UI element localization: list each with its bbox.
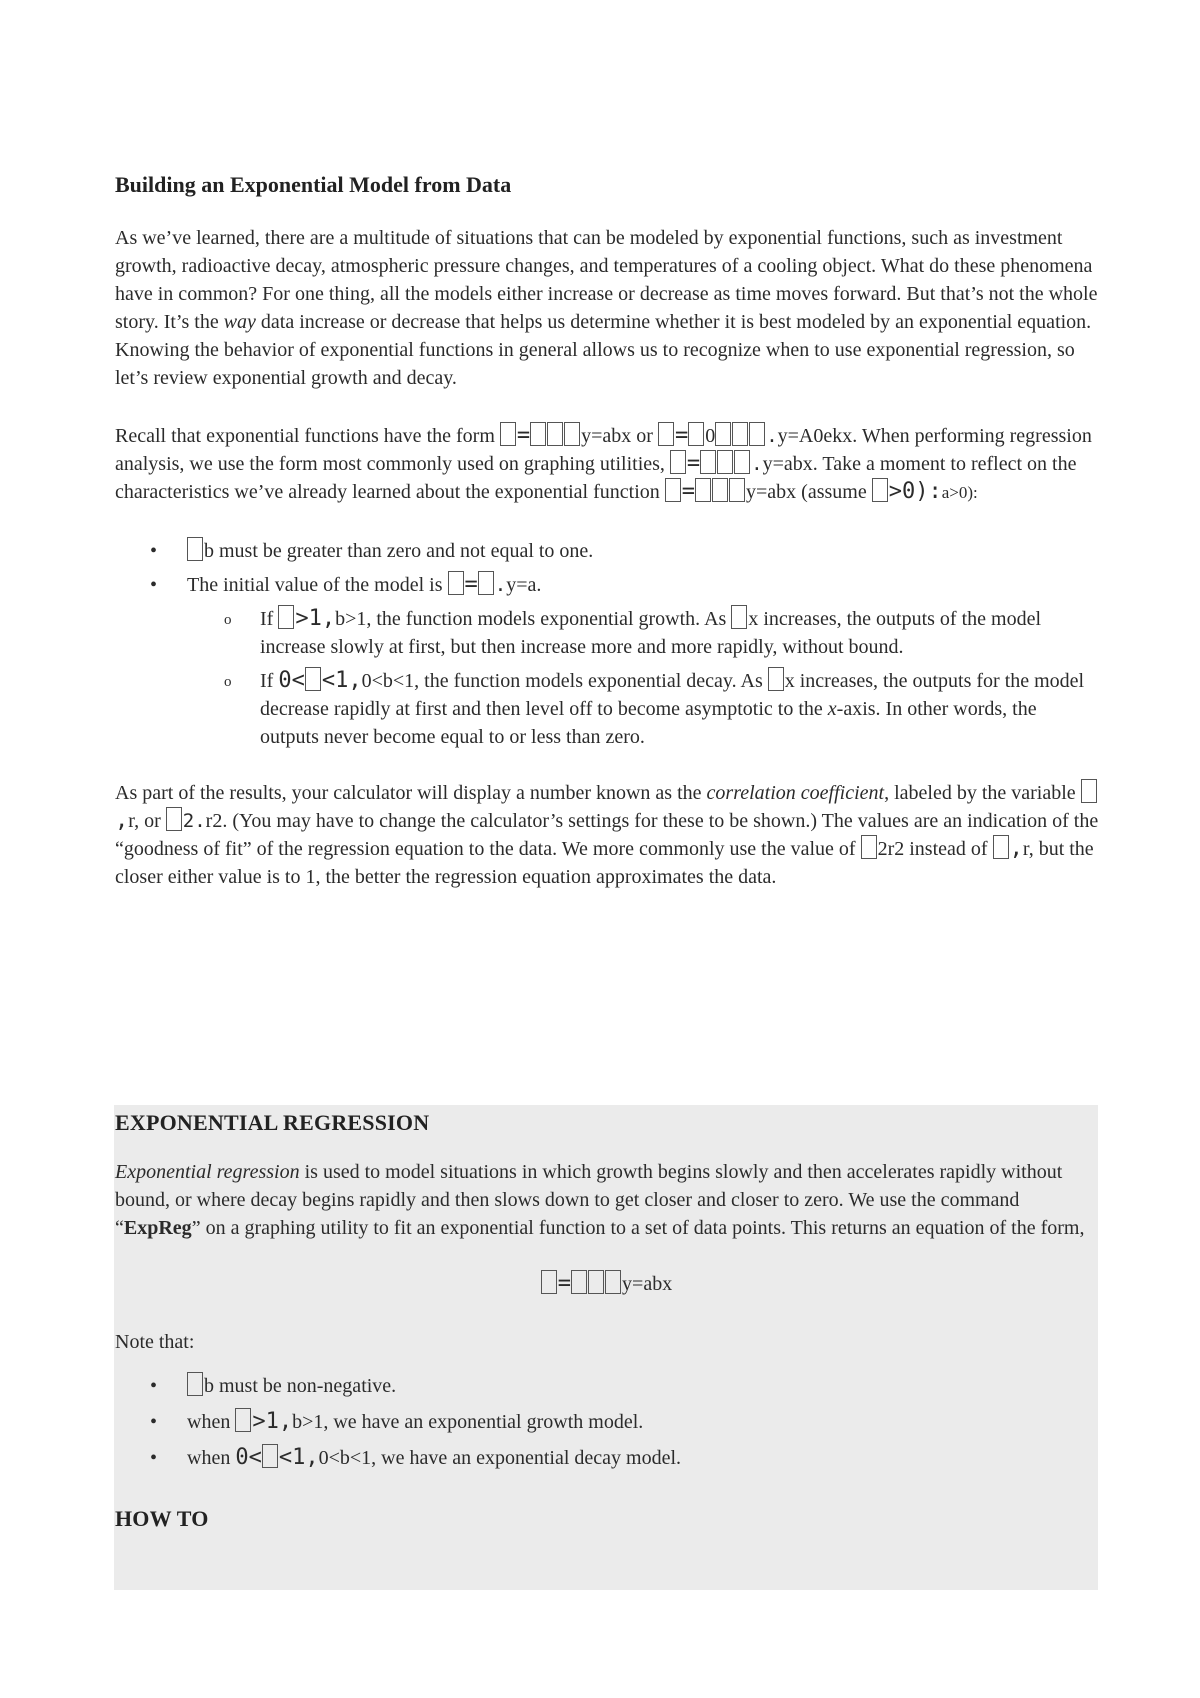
properties-list [115,537,1100,751]
list-item: • b must be greater than zero and not equal to one. [187,537,1100,565]
list-item: o If >1,b>1, the function models exponential growth. As x increases, the outputs of the model increase slowly at first, but then increase more and more rapidly, without bound. [260,605,1100,661]
howto-heading: HOW TO [115,1506,209,1531]
page-title: Building an Exponential Model from Data [115,172,512,197]
regression-formula: = y=abx [115,1268,1098,1300]
missing-glyph [500,422,516,446]
list-item: • when >1,b>1, we have an exponential growth model. [187,1408,1098,1436]
list-item: • when 0< <1,0<b<1, we have an exponential decay model. [187,1444,1098,1472]
recall-paragraph: Recall that exponential functions have the form = y=abx or = 0 .y=A0ekx. When performing regression analysis, we use the form most commonly used on graphing utilities, = .y=abx. Take a moment to reflect on the characteristics we’ve already learned about the exponential function = y=abx (assume >0):a>0): [115,423,1092,504]
list-item: • b must be non-negative. [187,1372,1098,1400]
intro-paragraph: As we’ve learned, there are a multitude of situations that can be modeled by exponential functions, such as investment growth, radioactive decay, atmospheric pressure changes, and temperatures of a cooling object. What do these phenomena have in common? For one thing, all the models either increase or decrease as time moves forward. But that’s not the whole story. It’s the way data increase or decrease that helps us determine whether it is best modeled by an exponential equation. Knowing the behavior of exponential functions in general allows us to recognize when to use exponential regression, so let’s review exponential growth and decay. [115,227,1098,389]
list-item: • The initial value of the model is = .y=a. o If >1,b>1, the function models exponential growth. As x increases, the outputs of the model increase slowly at first, but then increase more and more rapidly, without bound. o If 0< <1,0<b<1, the function models exponential decay. As x increases, the outputs for the model decrease rapidly at first and then level off to become asymptotic to the x-axis. In other words, the outputs never become equal to or less than zero. [187,571,1100,751]
note-list [115,1372,1098,1472]
note-label: Note that: [115,1331,195,1353]
sub-list [187,605,1100,751]
document-body [115,172,1100,921]
results-paragraph: As part of the results, your calculator will display a number known as the correlation coefficient, labeled by the variable ,r, or 2.r2. (You may have to change the calculator’s settings for these to be shown.) The values are an indication of the “goodness of fit” of the regression equation to the data. We more commonly use the value of 2r2 instead of ,r, but the closer either value is to 1, the better the regression equation approximates the data. [115,779,1100,891]
regression-paragraph: Exponential regression is used to model situations in which growth begins slowly and then accelerates rapidly without bound, or where decay begins rapidly and then slows down to get closer and closer to zero. We use the command “ExpReg” on a graphing utility to fit an exponential function to a set of data points. This returns an equation of the form, [115,1161,1085,1239]
section-heading: EXPONENTIAL REGRESSION [115,1110,430,1135]
exponential-regression-box [114,1105,1098,1590]
list-item: o If 0< <1,0<b<1, the function models exponential decay. As x increases, the outputs for the model decrease rapidly at first and then level off to become asymptotic to the x-axis. In other words, the outputs never become equal to or less than zero. [260,667,1100,751]
